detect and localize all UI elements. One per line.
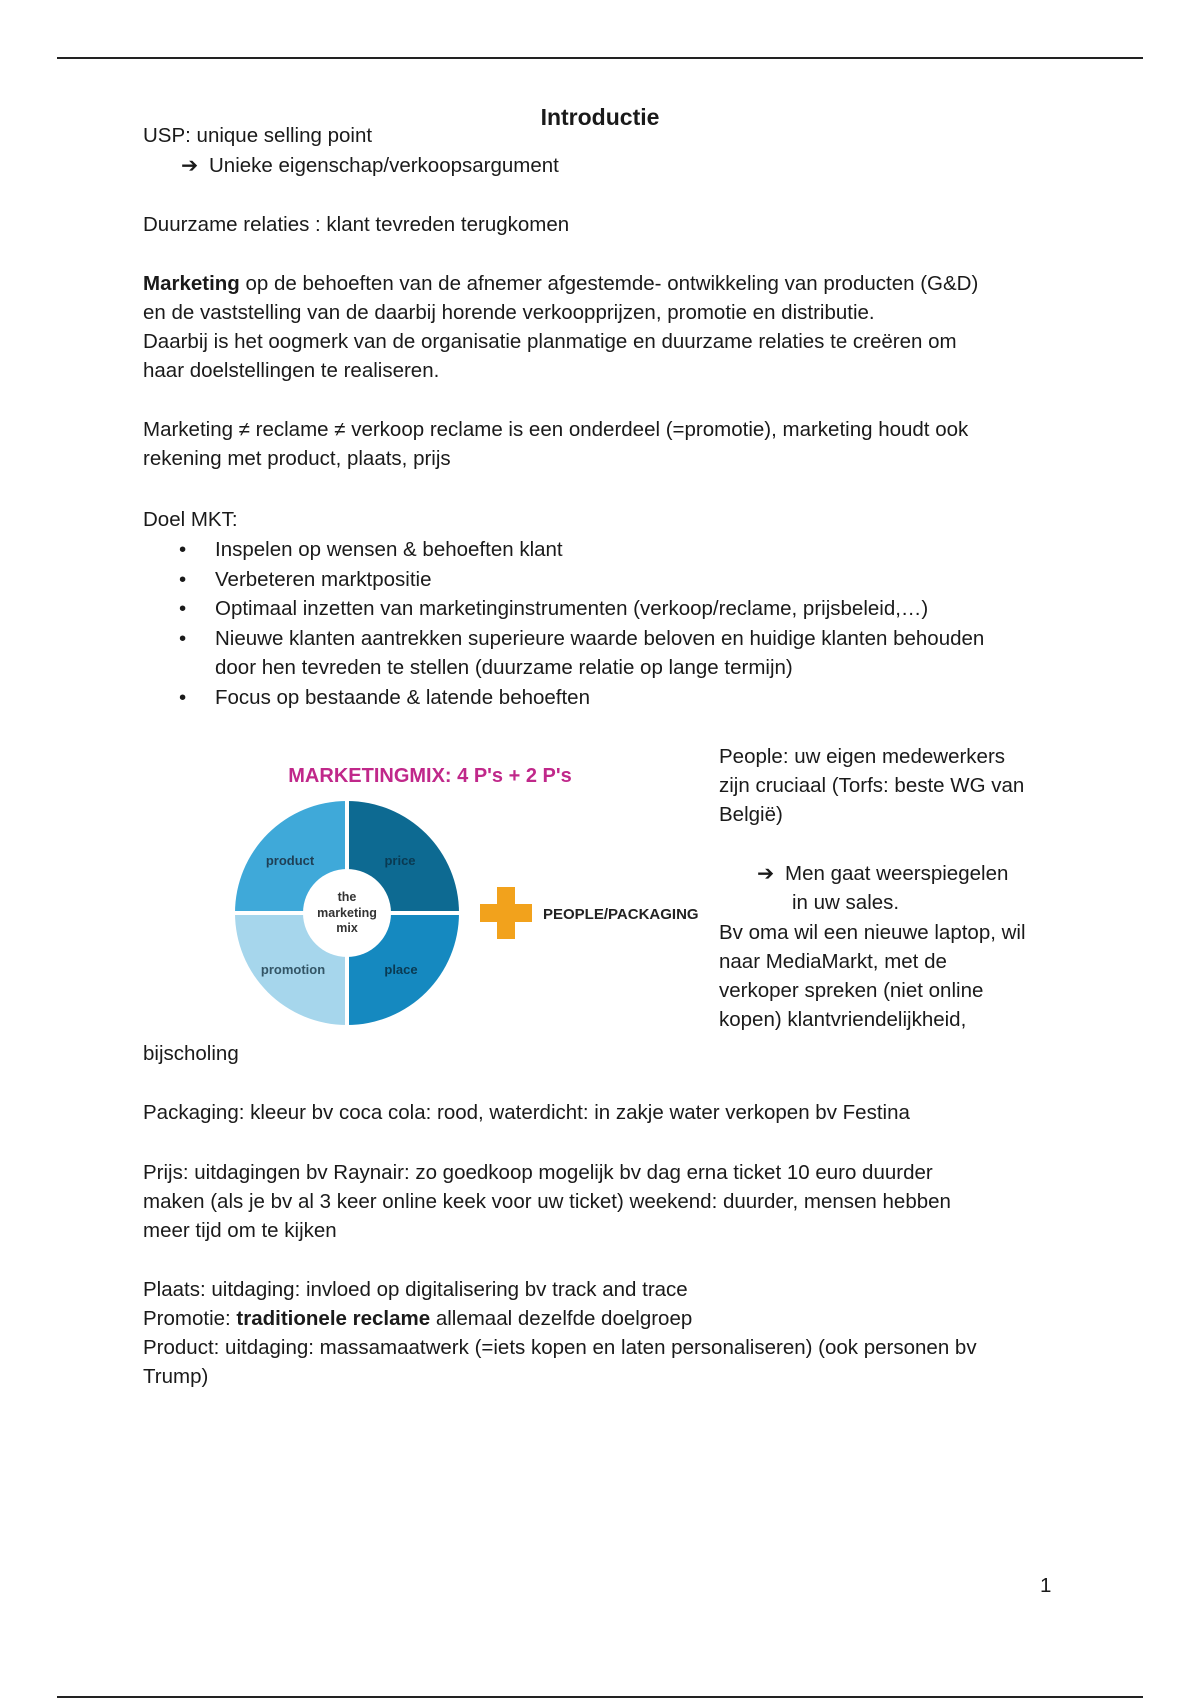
quadrant-label-product: product [265, 853, 315, 868]
marketing-mix-figure [150, 735, 710, 1035]
list-item: • Focus op bestaande & latende behoeften [143, 683, 1063, 713]
bullet-icon: • [179, 538, 187, 561]
list-item: • Verbeteren marktpositie [143, 565, 1063, 595]
definition-line-2: en de vaststelling van de daarbij horende verkoopprijzen, promotie en distributie. [143, 301, 875, 324]
bullet-icon: • [179, 567, 187, 591]
bottom-rule [57, 1696, 1143, 1698]
quadrant-label-price: price [384, 853, 416, 868]
usp-line: USP: unique selling point [143, 124, 373, 147]
people-arrow-text-2: in uw sales. [792, 891, 900, 914]
people-continuation: bijscholing [143, 1042, 239, 1065]
center-text-3: mix [336, 921, 358, 935]
distinction-line-1: Marketing ≠ reclame ≠ verkoop reclame is een onderdeel (=promotie), marketing houdt ook [143, 418, 969, 441]
product-line-1: Product: uitdaging: massamaatwerk (=iets kopen en laten personaliseren) (ook personen bv [143, 1336, 977, 1359]
page-title: Introductie [540, 104, 660, 131]
list-item: • Optimaal inzetten van marketinginstrumenten (verkoop/reclame, prijsbeleid,…) [143, 594, 1063, 624]
bullet-icon: • [179, 626, 187, 650]
quadrant-label-place: place [384, 962, 418, 977]
bullet-icon: • [179, 685, 187, 709]
plus-label: PEOPLE/PACKAGING [543, 906, 699, 923]
packaging-line: Packaging: kleeur bv coca cola: rood, waterdicht: in zakje water verkopen bv Festina [143, 1101, 910, 1124]
bullet-icon: • [179, 597, 187, 620]
promotie-line: Promotie: traditionele reclame allemaal dezelfde doelgroep [143, 1307, 693, 1330]
list-item: • Nieuwe klanten aantrekken superieure waarde beloven en huidige klanten behouden door hen tevreden te stellen (duurzame relatie op lange termijn) [143, 624, 1015, 683]
list-item: • Inspelen op wensen & behoeften klant [143, 535, 1063, 565]
definition-line-3: Daarbij is het oogmerk van de organisatie planmatige en duurzame relaties te creëren om [143, 330, 957, 353]
definition-term: Marketing [143, 272, 240, 295]
people-line-2: zijn cruciaal (Torfs: beste WG van [719, 774, 1025, 797]
usp-arrow-text: Unieke eigenschap/verkoopsargument [209, 154, 559, 177]
arrow-icon: ➔ [181, 154, 199, 177]
distinction-line-2: rekening met product, plaats, prijs [143, 447, 451, 470]
prijs-line-1: Prijs: uitdagingen bv Raynair: zo goedkoop mogelijk bv dag erna ticket 10 euro duurder [143, 1161, 933, 1184]
duurzaam-line: Duurzame relaties : klant tevreden terugkomen [143, 213, 570, 236]
people-example-2: naar MediaMarkt, met de [719, 950, 947, 973]
prijs-line-3: meer tijd om te kijken [143, 1219, 337, 1242]
arrow-icon: ➔ [757, 862, 775, 885]
goals-heading: Doel MKT: [143, 508, 238, 531]
plus-icon [480, 887, 532, 939]
people-arrow-line [757, 859, 1008, 889]
usp-arrow-line [181, 151, 559, 181]
people-example-4: kopen) klantvriendelijkheid, [719, 1008, 967, 1031]
quadrant-label-promotion: promotion [260, 962, 326, 977]
definition-text-1: op de behoeften van de afnemer afgestemde- ontwikkeling van producten (G&D) [239, 272, 979, 295]
figure-title: MARKETINGMIX: 4 P's + 2 P's [288, 765, 572, 787]
plaats-line: Plaats: uitdaging: invloed op digitalisering bv track and trace [143, 1278, 688, 1301]
promotie-bold: traditionele reclame [236, 1307, 431, 1330]
page-number: 1 [1040, 1574, 1052, 1597]
people-arrow-text-1: Men gaat weerspiegelen [785, 862, 1009, 885]
people-example-3: verkoper spreken (niet online [719, 979, 984, 1002]
people-example-1: Bv oma wil een nieuwe laptop, wil [719, 921, 1026, 944]
goals-list [143, 535, 1063, 712]
definition-line-4: haar doelstellingen te realiseren. [143, 359, 440, 382]
people-line-3: België) [719, 803, 783, 826]
product-line-2: Trump) [143, 1365, 209, 1388]
center-text-2: marketing [317, 906, 377, 920]
people-line-1: People: uw eigen medewerkers [719, 745, 1006, 768]
center-text-1: the [337, 890, 357, 904]
definition-line-1 [143, 269, 1063, 299]
prijs-line-2: maken (als je bv al 3 keer online keek voor uw ticket) weekend: duurder, mensen hebben [143, 1190, 951, 1213]
top-rule [57, 57, 1143, 59]
